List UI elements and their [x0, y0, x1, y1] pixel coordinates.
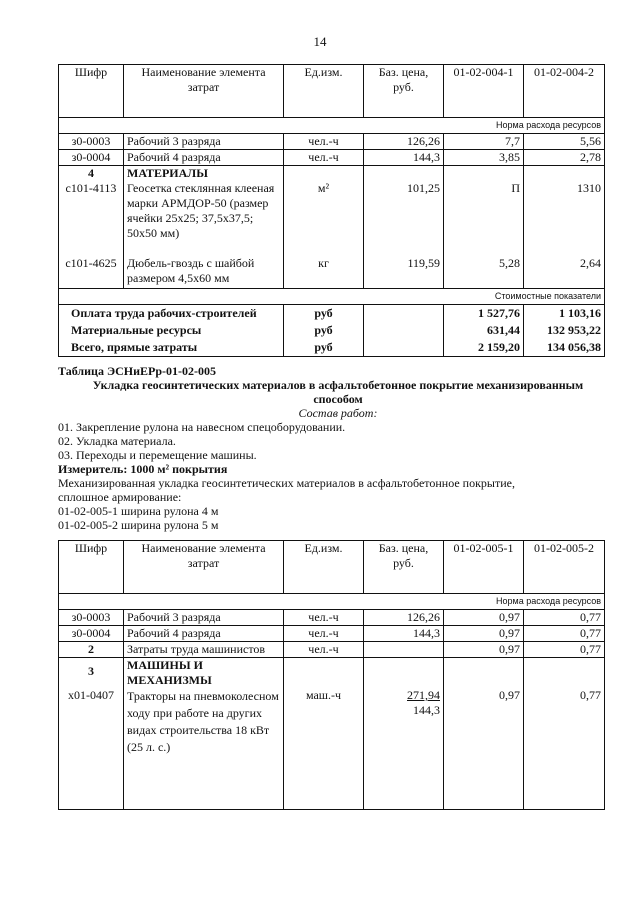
row-name: Рабочий 3 разряда: [124, 610, 284, 626]
material-code: с101-4625: [65, 256, 117, 270]
total-v1: 1 527,76: [444, 305, 524, 323]
materials-names: [124, 166, 284, 289]
table-header-row: [59, 541, 605, 594]
variant-item: 01-02-005-2 ширина рулона 5 м: [58, 518, 219, 532]
norm-label: Норма расхода ресурсов: [59, 118, 605, 134]
row-code: з0-0004: [59, 150, 124, 166]
total-v2: 134 056,38: [524, 339, 605, 357]
meter-label: Измеритель: 1000 м² покрытия: [58, 462, 228, 476]
header-unit: Ед.изм.: [284, 65, 364, 118]
table-subtitle-line2: способом: [313, 392, 363, 406]
table-subtitle-line1: Укладка геосинтетических материалов в асфальтобетонное покрытие механизированным: [92, 378, 584, 392]
row-v1: 0,97: [444, 610, 524, 626]
materials-units: [284, 166, 364, 289]
machine-name: Тракторы на пневмоколесном ходу при работе на других видах строительства 18 кВт (25 л. с.): [127, 689, 279, 754]
materials-v2: [524, 166, 605, 289]
machinist-v2: 0,77: [524, 642, 605, 658]
machinist-name: Затраты труда машинистов: [124, 642, 284, 658]
machine-v2: 0,77: [580, 688, 601, 702]
row-unit: чел.-ч: [284, 626, 364, 642]
variant-item: 01-02-005-1 ширина рулона 4 м: [58, 504, 219, 518]
header-col1: 01-02-004-1: [444, 65, 524, 118]
total-v2: 132 953,22: [524, 322, 605, 339]
material-code: с101-4113: [65, 181, 117, 195]
total-name: Всего, прямые затраты: [59, 339, 284, 357]
materials-codes: [59, 166, 124, 289]
resource-table-01-02-005: [58, 540, 605, 810]
materials-v1: [444, 166, 524, 289]
row-v1: 3,85: [444, 150, 524, 166]
total-unit: руб: [284, 322, 364, 339]
machines-title: МАШИНЫ И МЕХАНИЗМЫ: [127, 658, 212, 687]
material-unit: м²: [317, 181, 330, 195]
material-name: Геосетка стеклянная клееная марки АРМДОР-50 (размер ячейки 25x25; 37,5x37,5; 50x50 мм): [127, 181, 275, 240]
row-v2: 0,77: [524, 610, 605, 626]
norm-row: [59, 594, 605, 610]
row-name: Рабочий 4 разряда: [124, 150, 284, 166]
description-line1: Механизированная укладка геосинтетических материалов в асфальтобетонное покрытие,: [58, 476, 515, 490]
description-line2: сплошное армирование:: [58, 490, 182, 504]
totals-row: [59, 339, 605, 357]
materials-prices: [364, 166, 444, 289]
materials-title: МАТЕРИАЛЫ: [127, 166, 208, 180]
row-unit: чел.-ч: [284, 134, 364, 150]
norm-label: Норма расхода ресурсов: [59, 594, 605, 610]
machines-prices: [364, 658, 444, 810]
work-item: 02. Укладка материала.: [58, 434, 176, 448]
row-unit: чел.-ч: [284, 150, 364, 166]
row-price: 144,3: [364, 626, 444, 642]
works-label: Состав работ:: [298, 406, 378, 420]
table-row: [59, 610, 605, 626]
machine-unit: маш.-ч: [305, 688, 342, 702]
row-code: з0-0003: [59, 610, 124, 626]
totals-row: [59, 305, 605, 323]
header-col1: 01-02-005-1: [444, 541, 524, 594]
header-name: Наименование элемента затрат: [124, 541, 284, 594]
header-unit: Ед.изм.: [284, 541, 364, 594]
material-price: 101,25: [407, 181, 440, 195]
row-v1: 0,97: [444, 626, 524, 642]
machine-code: х01-0407: [68, 688, 114, 702]
material-unit: кг: [318, 256, 329, 270]
row-price: 144,3: [364, 150, 444, 166]
total-v1: 2 159,20: [444, 339, 524, 357]
total-name: Оплата труда рабочих-строителей: [59, 305, 284, 323]
total-name: Материальные ресурсы: [59, 322, 284, 339]
header-col2: 01-02-004-2: [524, 65, 605, 118]
row-price: 126,26: [364, 610, 444, 626]
row-v2: 2,78: [524, 150, 605, 166]
cost-row: [59, 289, 605, 305]
work-item: 03. Переходы и перемещение машины.: [58, 448, 257, 462]
machines-v2: [524, 658, 605, 810]
machines-units: [284, 658, 364, 810]
header-code: Шифр: [59, 541, 124, 594]
total-v1: 631,44: [444, 322, 524, 339]
row-unit: чел.-ч: [284, 610, 364, 626]
material-v2: 2,64: [580, 256, 601, 270]
header-price: Баз. цена, руб.: [364, 65, 444, 118]
row-code: з0-0003: [59, 134, 124, 150]
section-title: [58, 364, 618, 532]
table-row: [59, 134, 605, 150]
material-name: Дюбель-гвоздь с шайбой размером 4,5x60 мм: [127, 256, 255, 285]
row-v1: 7,7: [444, 134, 524, 150]
machinist-unit: чел.-ч: [284, 642, 364, 658]
materials-number: 4: [88, 166, 94, 180]
material-price: 119,59: [407, 256, 440, 270]
total-unit: руб: [284, 305, 364, 323]
resource-table-01-02-004: [58, 64, 605, 357]
machinist-v1: 0,97: [444, 642, 524, 658]
material-v2: 1310: [577, 181, 601, 195]
material-v1: П: [511, 181, 520, 195]
row-name: Рабочий 3 разряда: [124, 134, 284, 150]
machinist-code: 2: [59, 642, 124, 658]
totals-row: [59, 322, 605, 339]
machines-codes: [59, 658, 124, 810]
row-v2: 0,77: [524, 626, 605, 642]
machines-block: [59, 658, 605, 810]
machine-v1: 0,97: [499, 688, 520, 702]
cost-label: Стоимостные показатели: [59, 289, 605, 305]
table-header-row: [59, 65, 605, 118]
material-v1: 5,28: [499, 256, 520, 270]
row-code: з0-0004: [59, 626, 124, 642]
row-price: 126,26: [364, 134, 444, 150]
work-item: 01. Закрепление рулона на навесном спецоборудовании.: [58, 420, 346, 434]
table-row: [59, 626, 605, 642]
machines-names: [124, 658, 284, 810]
machines-v1: [444, 658, 524, 810]
header-code: Шифр: [59, 65, 124, 118]
table-title: Таблица ЭСНиЕРр-01-02-005: [58, 364, 217, 378]
machine-price-top: 271,94: [407, 688, 440, 702]
machines-number: 3: [88, 664, 94, 678]
norm-row: [59, 118, 605, 134]
header-name: Наименование элемента затрат: [124, 65, 284, 118]
row-name: Рабочий 4 разряда: [124, 626, 284, 642]
row-v2: 5,56: [524, 134, 605, 150]
machine-price-bottom: 144,3: [413, 703, 440, 717]
header-col2: 01-02-005-2: [524, 541, 605, 594]
header-price: Баз. цена, руб.: [364, 541, 444, 594]
table-row: [59, 150, 605, 166]
total-unit: руб: [284, 339, 364, 357]
total-v2: 1 103,16: [524, 305, 605, 323]
page-number: 14: [313, 34, 327, 49]
machinist-row: [59, 642, 605, 658]
materials-block: [59, 166, 605, 289]
